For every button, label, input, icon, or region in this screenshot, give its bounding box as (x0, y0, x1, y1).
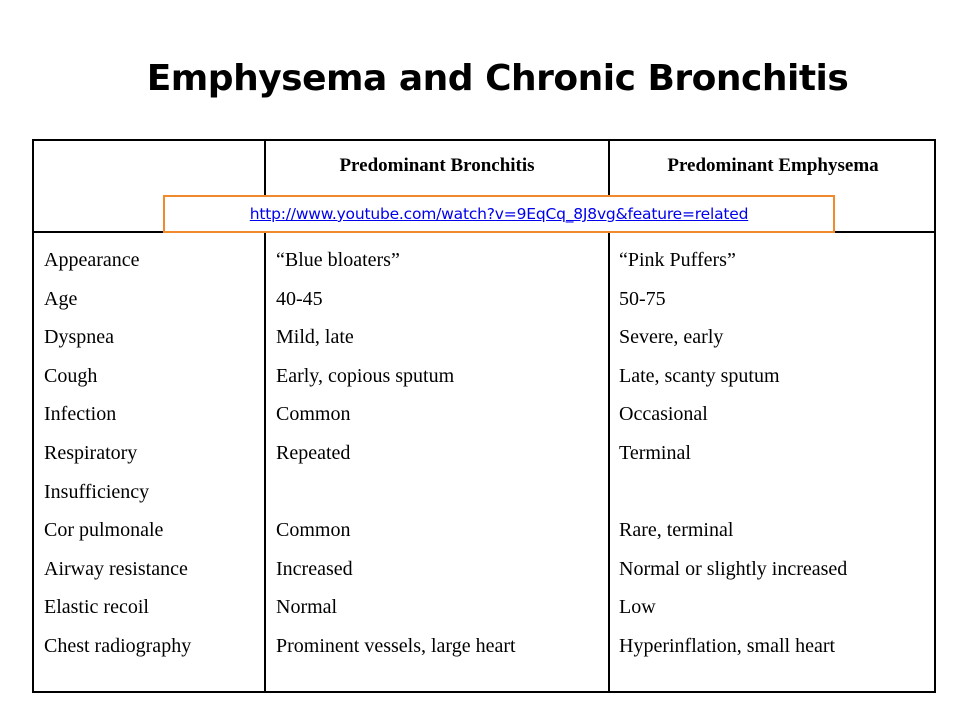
bronchitis-value: Prominent vessels, large heart (276, 634, 516, 657)
feature-label: Cough (44, 364, 98, 387)
bronchitis-value: Repeated (276, 441, 351, 464)
header-bronchitis: Predominant Bronchitis (339, 155, 535, 176)
emphysema-value: Normal or slightly increased (619, 557, 848, 580)
emphysema-value: Terminal (619, 441, 691, 464)
bronchitis-value: Common (276, 403, 351, 426)
bronchitis-value: Mild, late (276, 326, 354, 349)
feature-label: Dyspnea (44, 326, 114, 349)
emphysema-value: “Pink Puffers” (619, 249, 736, 271)
feature-label: Respiratory (44, 441, 138, 464)
bronchitis-value (276, 473, 516, 512)
emphysema-value: Low (619, 596, 656, 619)
bronchitis-value: 40-45 (276, 287, 323, 310)
bronchitis-value: “Blue bloaters” (276, 249, 400, 271)
emphysema-value: Hyperinflation, small heart (619, 634, 836, 657)
feature-column (44, 241, 191, 666)
bronchitis-value: Common (276, 519, 351, 542)
emphysema-value: Late, scanty sputum (619, 364, 780, 387)
emphysema-value (619, 473, 847, 512)
feature-label: Infection (44, 403, 117, 426)
video-link-box (163, 195, 835, 233)
feature-label: Chest radiography (44, 634, 192, 657)
feature-label: Airway resistance (44, 557, 188, 580)
feature-label: Cor pulmonale (44, 519, 164, 542)
bronchitis-value: Increased (276, 557, 353, 580)
emphysema-value: Occasional (619, 403, 708, 426)
feature-label: Appearance (44, 249, 140, 271)
bronchitis-value: Early, copious sputum (276, 364, 455, 387)
emphysema-value: Rare, terminal (619, 519, 734, 542)
emphysema-value: Severe, early (619, 326, 724, 349)
feature-label: Elastic recoil (44, 596, 149, 619)
header-emphysema: Predominant Emphysema (667, 155, 879, 176)
emphysema-column (619, 241, 847, 666)
emphysema-value: 50-75 (619, 287, 666, 310)
feature-label: Insufficiency (44, 480, 150, 503)
bronchitis-value: Normal (276, 596, 338, 619)
bronchitis-column (276, 241, 516, 666)
feature-label: Age (44, 287, 78, 310)
youtube-video-link[interactable]: http://www.youtube.com/watch?v=9EqCq_8J8vg&feature=related (249, 205, 749, 223)
slide-title: Emphysema and Chronic Bronchitis (146, 58, 849, 99)
